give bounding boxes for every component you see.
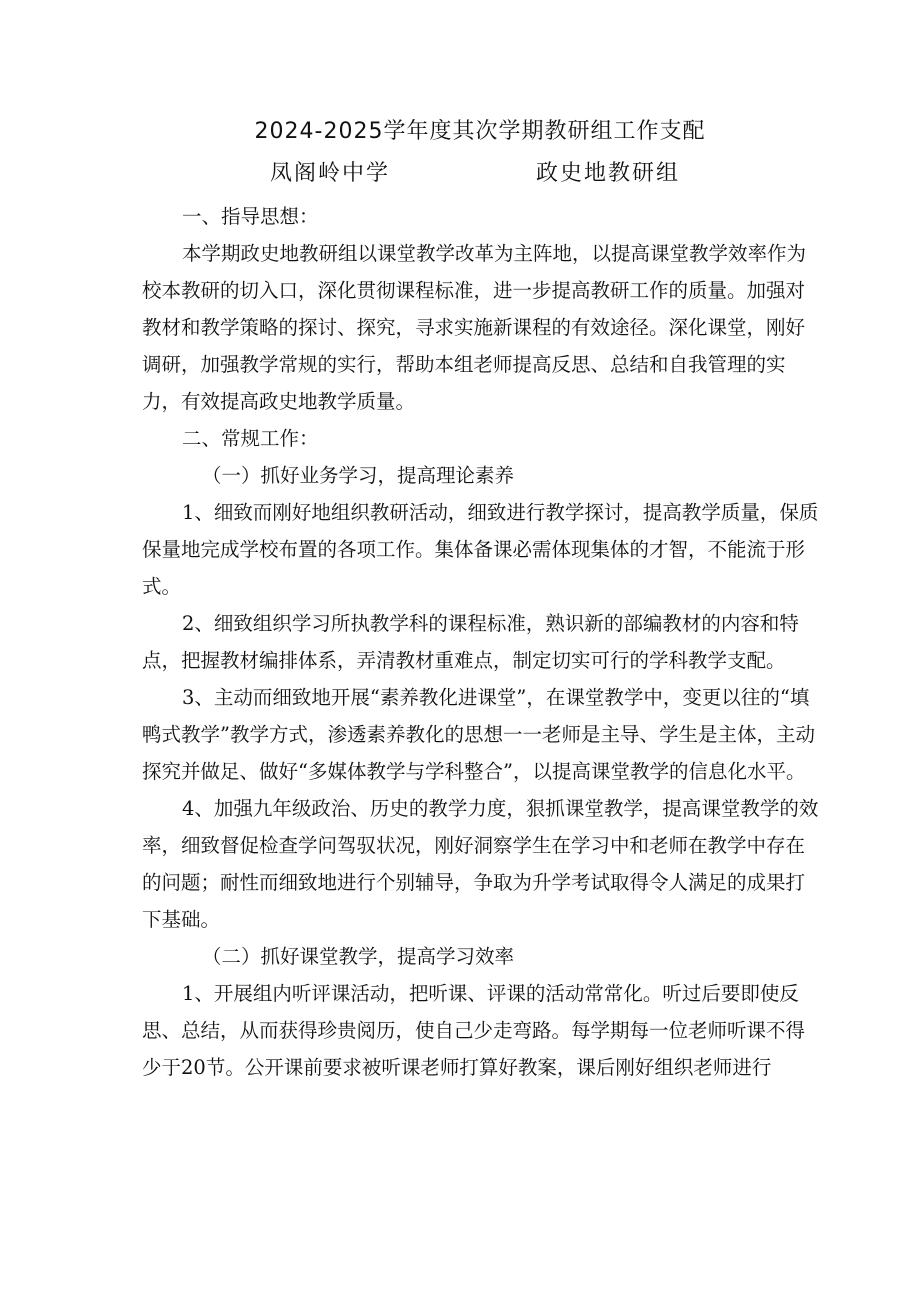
list-item: 4、加强九年级政治、历史的教学力度，狠抓课堂教学，提高课堂教学的效率，细致督促检查学问驾驭状况，刚好洞察学生在学习中和老师在教学中存在的问题；耐性而细致地进行个别辅导，争取为升学考试取得令人满足的成果打下基础。 <box>142 797 819 931</box>
document-title: 2024-2025学年度其次学期教研组工作支配 <box>254 119 706 144</box>
school-name: 凤阁岭中学 <box>270 161 391 186</box>
subsection-heading-1: （一）抓好业务学习，提高理论素养 <box>202 464 515 487</box>
section-heading-routine: 二、常规工作： <box>182 427 319 450</box>
list-item: 2、细致组织学习所执教学科的课程标准，熟识新的部编教材的内容和特点，把握教材编排体系，弄清教材重难点，制定切实可行的学科教学支配。 <box>142 612 799 672</box>
list-item: 1、细致而刚好地组织教研活动，细致进行教学探讨，提高教学质量，保质保量地完成学校布置的各项工作。集体备课必需体现集体的才智，不能流于形式。 <box>142 501 819 598</box>
group-name: 政史地教研组 <box>536 161 681 186</box>
section-heading-guiding: 一、指导思想： <box>182 205 319 228</box>
list-item: 3、主动而细致地开展“素养教化进课堂”，在课堂教学中，变更以往的“填鸭式教学”教学方式，渗透素养教化的思想一一老师是主导、学生是主体，主动探究并做足、做好“多媒体教学与学科整合”，以提高课堂教学的信息化水平。 <box>142 686 815 783</box>
list-item: 1、开展组内听评课活动，把听课、评课的活动常常化。听过后要即使反思、总结，从而获得珍贵阅历，使自己少走弯路。每学期每一位老师听课不得少于20节。公开课前要求被听课老师打算好教案，课后刚好组织老师进行 <box>142 982 806 1079</box>
document-body <box>142 198 822 1086</box>
subsection-heading-2: （二）抓好课堂教学，提高学习效率 <box>202 945 515 968</box>
guiding-paragraph: 本学期政史地教研组以课堂教学改革为主阵地，以提高课堂教学效率作为校本教研的切入口，深化贯彻课程标准，进一步提高教研工作的质量。加强对教材和教学策略的探讨、探究，寻求实施新课程的有效途径。深化课堂，刚好调研，加强教学常规的实行，帮助本组老师提高反思、总结和自我管理的实力，有效提高政史地教学质量。 <box>142 242 807 413</box>
